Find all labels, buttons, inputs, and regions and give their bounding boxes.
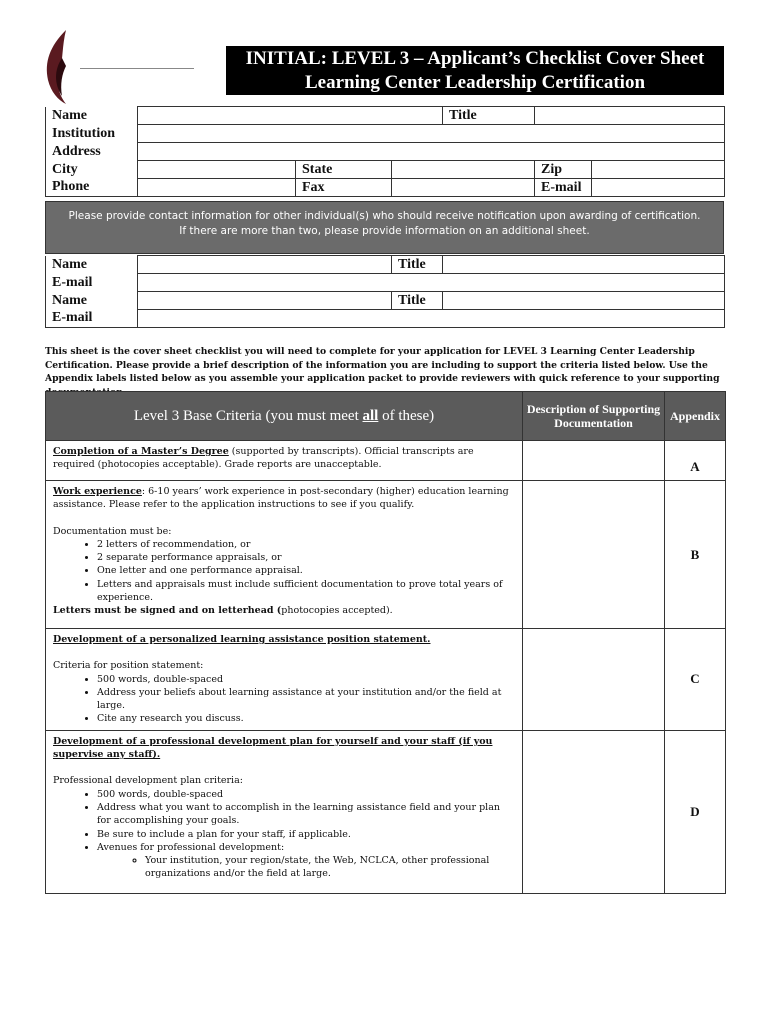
appendix-column-header: Appendix <box>665 392 726 441</box>
criterion-bullet-list <box>53 673 516 726</box>
list-item: • Letters and appraisals must include sufficient documentation to prove total years of experience. <box>97 578 516 605</box>
additional-contacts-table <box>45 255 725 328</box>
fax-label: Fax <box>296 179 392 197</box>
logo-rule <box>80 68 194 69</box>
other-name-label-1: Name <box>46 256 138 274</box>
notice-line-1: Please provide contact information for other individual(s) who should receive notification upon awarding of certification. <box>68 210 701 222</box>
other-email-label-1: E-mail <box>46 274 138 292</box>
city-field[interactable] <box>138 161 296 179</box>
criterion-heading: Development of a professional development plan for yourself and your staff (if you supervise any staff). <box>53 735 493 761</box>
criterion-heading: Completion of a Master’s Degree <box>53 446 229 457</box>
zip-field[interactable] <box>592 161 725 179</box>
page-title: INITIAL: LEVEL 3 – Applicant’s Checklist Cover Sheet <box>245 48 705 69</box>
list-item: ◦ Your institution, your region/state, the Web, NCLCA, other professional organizations and/or the field at large. <box>145 854 516 881</box>
criterion-text: (supported by transcripts). Official transcripts are required (photocopies acceptable). Grade reports are unacceptable. <box>53 446 474 471</box>
other-title-field-1[interactable] <box>443 256 725 274</box>
criterion-heading: Work experience <box>53 486 142 497</box>
title-bar <box>226 46 724 95</box>
phone-field[interactable] <box>138 179 296 197</box>
other-title-field-2[interactable] <box>443 292 725 310</box>
institution-label: Institution <box>46 125 138 143</box>
fax-field[interactable] <box>392 179 535 197</box>
description-cell-a[interactable] <box>523 441 665 481</box>
criterion-closing-bold: Letters must be signed and on letterhead ( <box>53 605 282 617</box>
criterion-doc-intro: Criteria for position statement: <box>53 660 204 672</box>
list-item: • One letter and one performance appraisal. <box>97 564 516 577</box>
criteria-header <box>46 392 523 441</box>
notification-notice <box>45 201 724 254</box>
list-item: • 2 separate performance appraisals, or <box>97 551 516 564</box>
criterion-masters-degree <box>46 441 523 481</box>
list-item: • Be sure to include a plan for your staff, if applicable. <box>97 828 516 841</box>
criterion-sub-bullet-list <box>53 854 516 881</box>
description-cell-b[interactable] <box>523 481 665 629</box>
instructions-paragraph: This sheet is the cover sheet checklist you will need to complete for your application for LEVEL 3 Learning Center Leadership Certification. Please provide a brief description of the information you are including to support the criteria listed below. Use the Appendix labels listed below as you assemble your application packet to provide reviewers with quick reference to your supporting <box>45 346 720 384</box>
appendix-letter-c: C <box>665 629 726 731</box>
criterion-work-experience <box>46 481 523 629</box>
list-item: • 500 words, double-spaced <box>97 673 516 686</box>
list-item: • Address what you want to accomplish in the learning assistance field and your plan for accomplishing your goals. <box>97 801 516 828</box>
state-field[interactable] <box>392 161 535 179</box>
name-label: Name <box>46 107 138 125</box>
criteria-header-text: Level 3 Base Criteria (you must meet <box>133 407 363 424</box>
list-item: • Address your beliefs about learning assistance at your institution and/or the field at large. <box>97 686 516 713</box>
criterion-position-statement <box>46 629 523 731</box>
notice-line-2: If there are more than two, please provide information on an additional sheet. <box>179 225 590 237</box>
criteria-header-text-end: of these) <box>378 407 435 424</box>
address-field[interactable] <box>138 143 725 161</box>
title-label: Title <box>443 107 535 125</box>
description-cell-c[interactable] <box>523 629 665 731</box>
criterion-bullet-list <box>53 538 516 604</box>
description-cell-d[interactable] <box>523 730 665 893</box>
city-label: City <box>46 161 138 179</box>
criterion-text: : 6-10 years’ work experience in post-secondary (higher) education learning assistance. Please refer to the application instructions to see if you qualify. <box>53 486 509 511</box>
other-name-field-1[interactable] <box>138 256 392 274</box>
list-item: • 2 letters of recommendation, or <box>97 538 516 551</box>
name-field[interactable] <box>138 107 443 125</box>
list-item: • 500 words, double-spaced <box>97 788 516 801</box>
other-title-label-1: Title <box>392 256 443 274</box>
other-name-label-2: Name <box>46 292 138 310</box>
title-field[interactable] <box>535 107 725 125</box>
criterion-closing-text: photocopies accepted). <box>281 605 393 617</box>
appendix-letter-a: A <box>665 441 726 481</box>
criterion-heading: Development of a personalized learning assistance position statement. <box>53 634 431 645</box>
list-item: • Avenues for professional development: <box>97 841 516 854</box>
flame-logo-icon <box>40 28 80 104</box>
zip-label: Zip <box>535 161 592 179</box>
description-column-header: Description of Supporting Documentation <box>523 392 665 441</box>
criteria-header-all: all <box>362 407 379 424</box>
appendix-letter-b: B <box>665 481 726 629</box>
phone-label: Phone <box>46 179 138 197</box>
criterion-bullet-list <box>53 788 516 854</box>
other-name-field-2[interactable] <box>138 292 392 310</box>
other-email-field-2[interactable] <box>138 310 725 328</box>
other-email-field-1[interactable] <box>138 274 725 292</box>
criterion-doc-intro: Professional development plan criteria: <box>53 775 243 787</box>
appendix-letter-d: D <box>665 730 726 893</box>
contact-info-table <box>45 106 725 197</box>
state-label: State <box>296 161 392 179</box>
list-item: • Cite any research you discuss. <box>97 712 516 725</box>
other-email-label-2: E-mail <box>46 310 138 328</box>
email-label: E-mail <box>535 179 592 197</box>
criteria-table <box>45 391 726 894</box>
email-field[interactable] <box>592 179 725 197</box>
page-subtitle: Learning Center Leadership Certification <box>304 72 646 93</box>
criterion-doc-intro: Documentation must be: <box>53 525 172 537</box>
other-title-label-2: Title <box>392 292 443 310</box>
institution-field[interactable] <box>138 125 725 143</box>
criterion-professional-development <box>46 730 523 893</box>
address-label: Address <box>46 143 138 161</box>
